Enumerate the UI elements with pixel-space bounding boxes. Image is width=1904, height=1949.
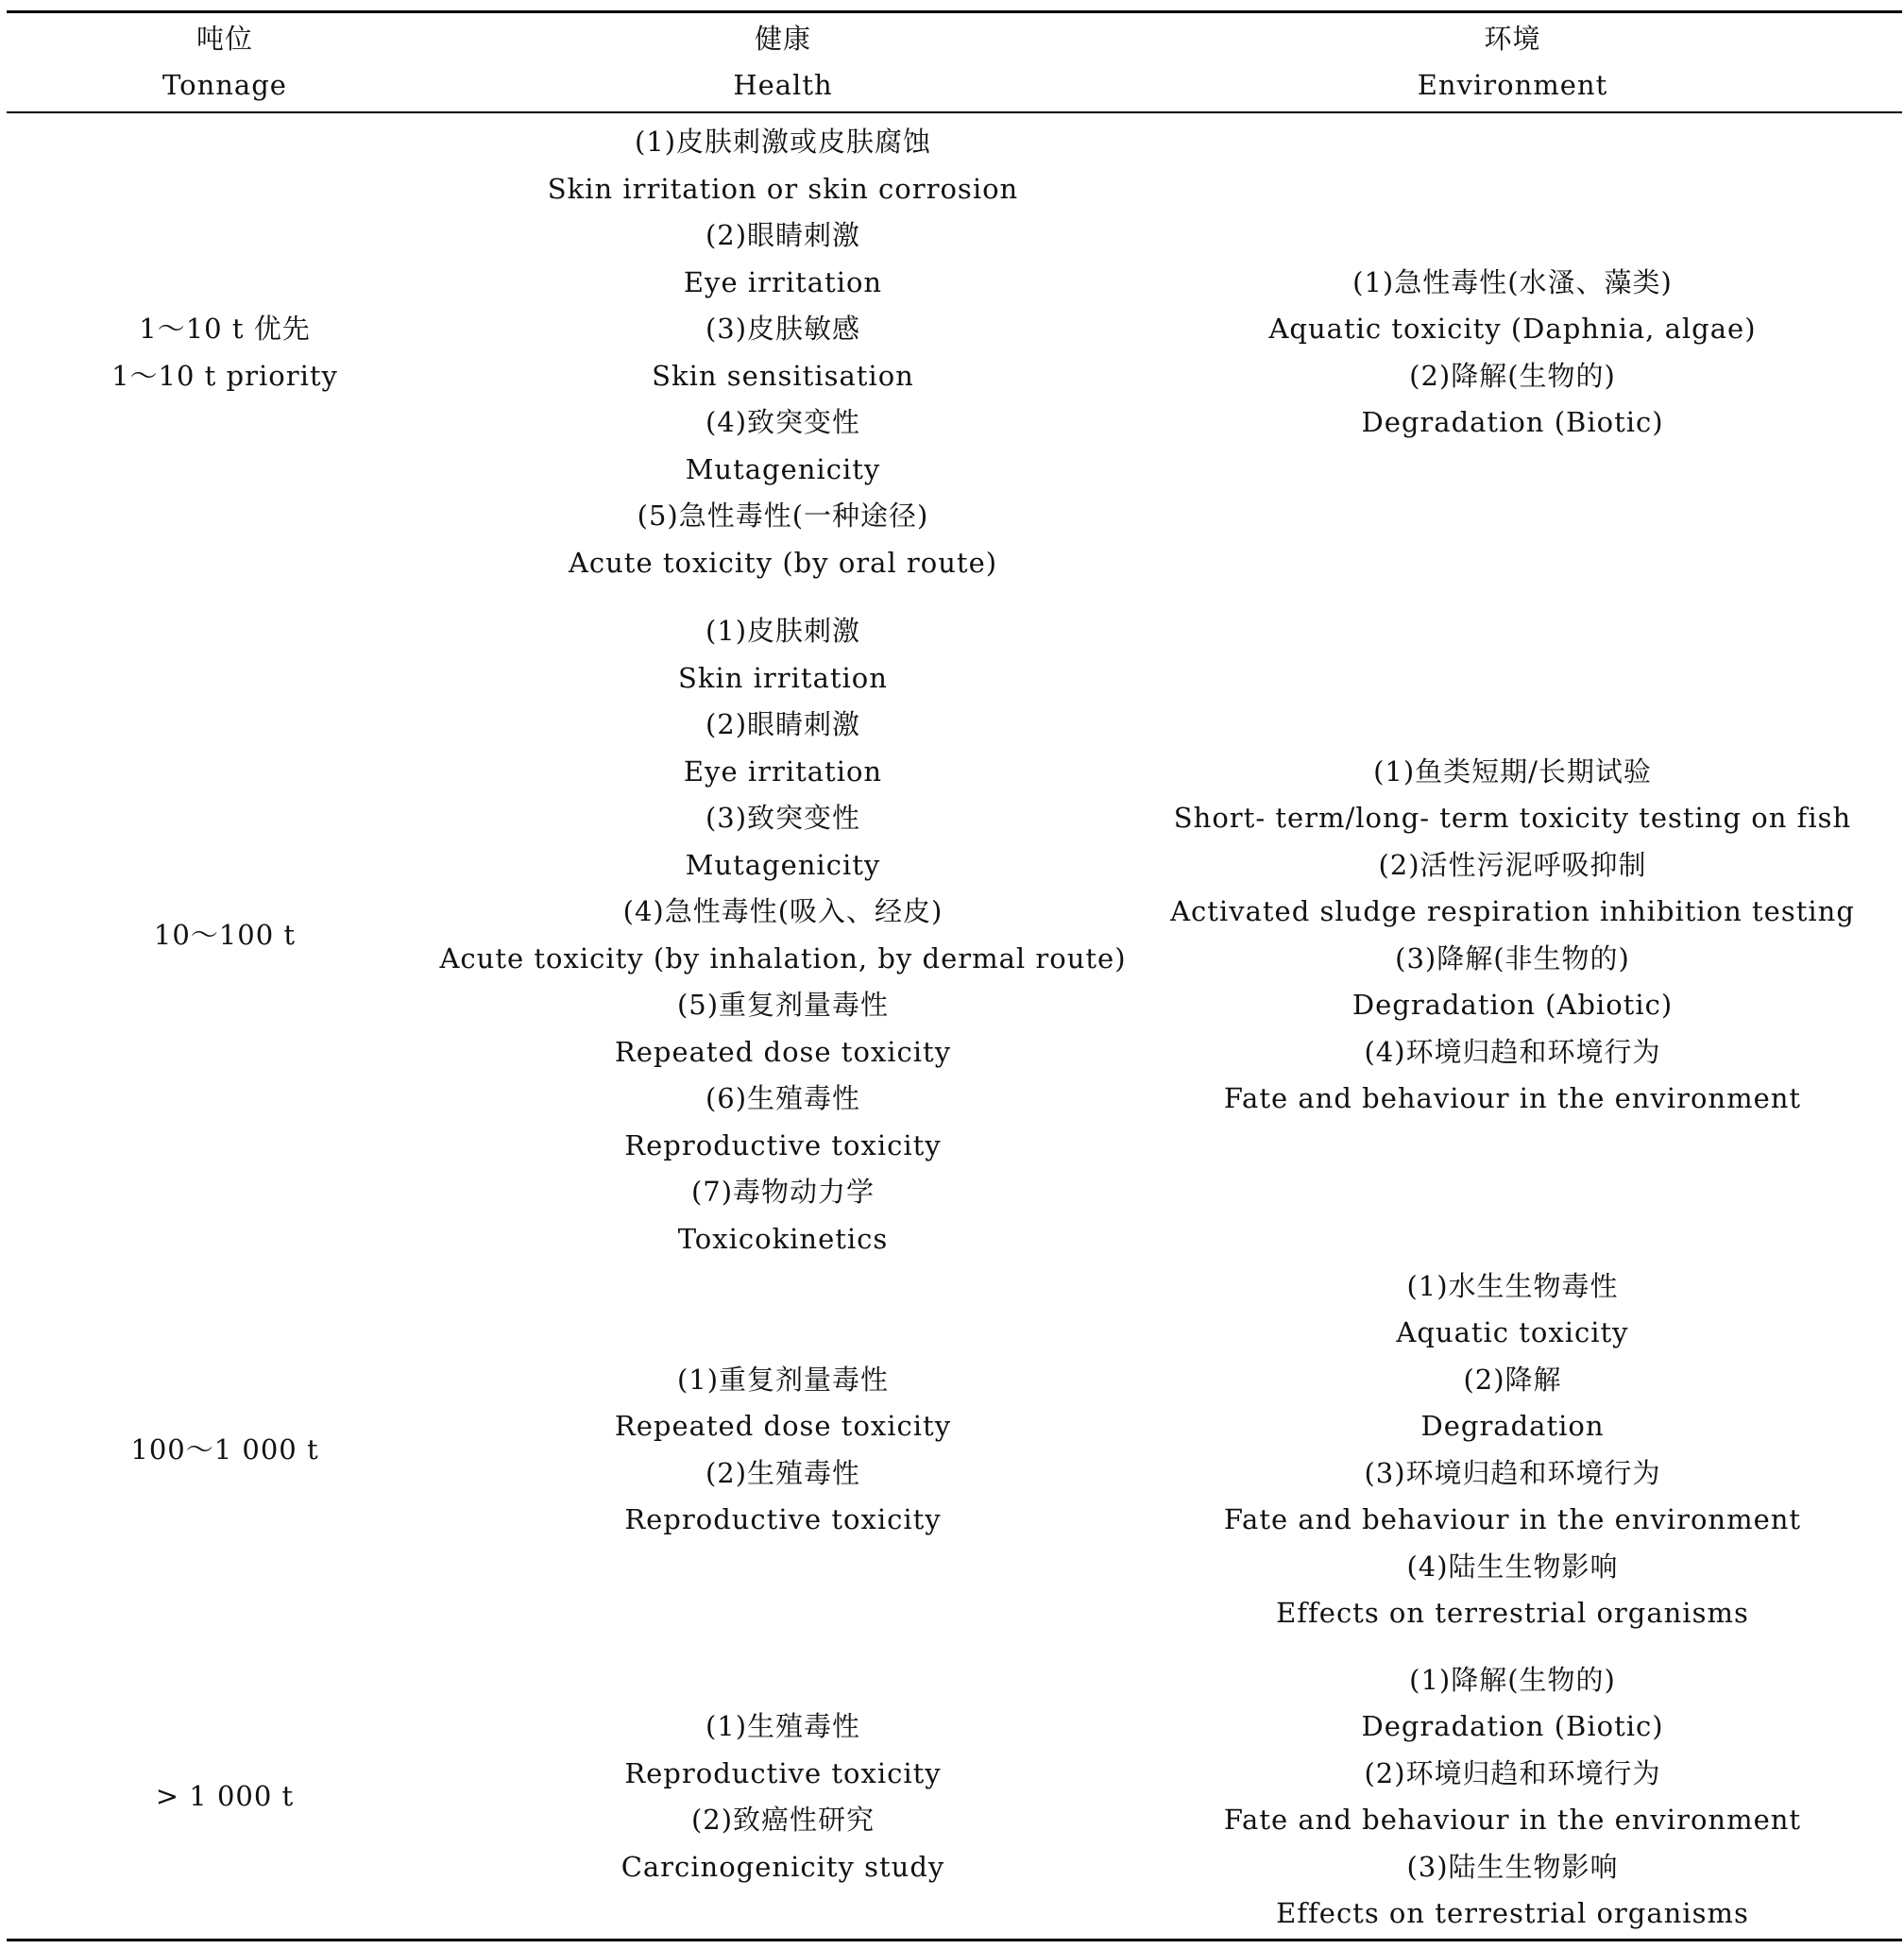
health-item: Eye irritation	[683, 265, 883, 298]
environment-item: (1)急性毒性(水溞、藻类)	[1352, 265, 1673, 298]
environment-item: (2)活性污泥呼吸抑制	[1378, 848, 1647, 881]
environment-item: Aquatic toxicity	[1396, 1316, 1629, 1348]
environment-item: Short- term/long- term toxicity testing on fish	[1173, 802, 1852, 834]
health-item: Repeated dose toxicity	[614, 1410, 952, 1442]
health-item: Mutagenicity	[685, 848, 881, 881]
environment-item: Effects on terrestrial organisms	[1276, 1897, 1749, 1929]
health-item: (1)重复剂量毒性	[676, 1363, 890, 1396]
row-3-health	[443, 1263, 1123, 1636]
header-health-en: Health	[733, 69, 833, 101]
health-item: (1)皮肤刺激或皮肤腐蚀	[634, 126, 932, 158]
health-item: Toxicokinetics	[677, 1222, 889, 1255]
header-tonnage	[7, 13, 443, 111]
header-environment-zh: 环境	[1484, 22, 1541, 55]
environment-item: (3)环境归趋和环境行为	[1364, 1456, 1661, 1489]
health-item: (7)毒物动力学	[690, 1176, 876, 1208]
environment-item: (1)鱼类短期/长期试验	[1373, 754, 1652, 788]
environment-item: Fate and behaviour in the environment	[1223, 1804, 1802, 1836]
row-2-environment	[1123, 607, 1902, 1263]
environment-item: (2)降解	[1463, 1363, 1562, 1396]
health-item: (2)致癌性研究	[690, 1804, 876, 1836]
health-item: (4)致突变性	[705, 406, 861, 438]
row-4-tonnage	[7, 1655, 443, 1939]
environment-item: (2)环境归趋和环境行为	[1364, 1756, 1661, 1789]
environment-item: Fate and behaviour in the environment	[1223, 1503, 1802, 1535]
health-item: (1)生殖毒性	[705, 1710, 861, 1742]
row-3-environment	[1123, 1263, 1902, 1636]
header-environment	[1123, 13, 1902, 111]
environment-item: Fate and behaviour in the environment	[1223, 1082, 1802, 1114]
header-tonnage-zh: 吨位	[196, 22, 253, 55]
health-item: (5)重复剂量毒性	[676, 989, 890, 1021]
header-tonnage-en: Tonnage	[162, 69, 287, 101]
tonnage-line: > 1 000 t	[155, 1780, 295, 1813]
health-item: (2)生殖毒性	[705, 1456, 861, 1489]
header-environment-en: Environment	[1417, 69, 1608, 101]
tonnage-line: 10～100 t	[153, 918, 297, 951]
row-1-tonnage	[7, 119, 443, 586]
environment-item: Degradation (Abiotic)	[1352, 989, 1674, 1021]
health-item: Mutagenicity	[685, 452, 881, 485]
row-2-tonnage	[7, 607, 443, 1263]
row-2-health	[439, 607, 1127, 1263]
environment-item: (4)环境归趋和环境行为	[1364, 1035, 1661, 1068]
environment-item: (1)降解(生物的)	[1409, 1663, 1616, 1696]
health-item: Reproductive toxicity	[624, 1128, 942, 1161]
environment-item: Degradation (Biotic)	[1361, 406, 1664, 438]
health-item: Eye irritation	[683, 754, 883, 788]
environment-item: Degradation	[1420, 1410, 1605, 1442]
row-3-tonnage	[7, 1263, 443, 1636]
health-item: Reproductive toxicity	[624, 1503, 942, 1535]
health-item: Repeated dose toxicity	[614, 1035, 952, 1068]
health-item: (3)皮肤敏感	[705, 313, 861, 345]
row-1-environment	[1123, 119, 1902, 586]
health-item: Skin irritation	[678, 661, 888, 694]
header-health	[443, 13, 1123, 111]
environment-item: (4)陆生生物影响	[1406, 1550, 1619, 1583]
health-item: Skin irritation or skin corrosion	[547, 172, 1019, 205]
health-item: (4)急性毒性(吸入、经皮)	[622, 895, 944, 927]
health-item: (1)皮肤刺激	[705, 615, 861, 647]
row-4-environment	[1123, 1655, 1902, 1939]
header-bottom-rule	[7, 111, 1902, 113]
tonnage-line: 1～10 t priority	[111, 359, 338, 392]
table-bottom-rule	[7, 1939, 1902, 1941]
health-item: (5)急性毒性(一种途径)	[637, 500, 929, 532]
environment-item: (1)水生生物毒性	[1406, 1269, 1619, 1302]
row-4-health	[443, 1655, 1123, 1939]
environment-item: Effects on terrestrial organisms	[1276, 1597, 1749, 1629]
health-item: (3)致突变性	[705, 802, 861, 834]
tonnage-line: 100～1 000 t	[130, 1432, 319, 1466]
health-item: Acute toxicity (by inhalation, by dermal route)	[439, 941, 1127, 974]
health-item: (6)生殖毒性	[705, 1082, 861, 1114]
health-item: Skin sensitisation	[652, 359, 914, 392]
environment-item: (2)降解(生物的)	[1409, 359, 1616, 392]
tonnage-line: 1～10 t 优先	[139, 313, 311, 345]
environment-item: Aquatic toxicity (Daphnia, algae)	[1268, 313, 1757, 345]
environment-item: (3)陆生生物影响	[1406, 1850, 1619, 1883]
health-item: Reproductive toxicity	[624, 1756, 942, 1789]
health-item: (2)眼睛刺激	[705, 219, 861, 251]
header-health-zh: 健康	[754, 22, 811, 55]
row-1-health	[443, 119, 1123, 586]
environment-item: Activated sludge respiration inhibition testing	[1170, 895, 1855, 927]
environment-item: Degradation (Biotic)	[1361, 1710, 1664, 1742]
environment-item: (3)降解(非生物的)	[1395, 941, 1630, 974]
health-item: Acute toxicity (by oral route)	[568, 546, 998, 579]
health-item: (2)眼睛刺激	[705, 708, 861, 740]
health-item: Carcinogenicity study	[620, 1850, 945, 1883]
